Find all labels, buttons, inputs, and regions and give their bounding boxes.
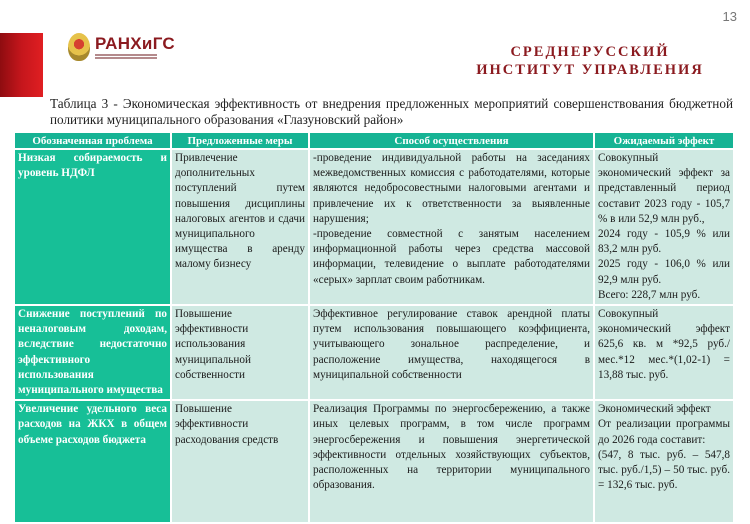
column-header-measures: Предложенные меры: [171, 132, 309, 149]
table-row: [14, 149, 734, 305]
method-paragraph: Эффективное регулирование ставок арендной платы путем использования повышающего коэффициента, учитывающего зональное распределение, и расположение имущества, находящегося в муниципальной собственности: [313, 308, 590, 381]
method-paragraph: -проведение совместной с занятым населением информационной работы через средства массовой информации, телевидение о выплате работодателями «серых» зарплат своим работникам.: [313, 228, 590, 286]
effect-paragraph: 2025 году - 106,0 % или 92,9 млн руб.: [598, 258, 730, 286]
effect-paragraph: 2024 году - 105,9 % или 83,2 млн руб.: [598, 228, 730, 256]
institute-line-2: ИНСТИТУТ УПРАВЛЕНИЯ: [476, 62, 704, 78]
cell-effect: [594, 305, 734, 400]
cell-method: [309, 149, 594, 305]
table-row: [14, 400, 734, 523]
effect-paragraph: Всего: 228,7 млн руб.: [598, 288, 701, 301]
logo-subtitle-lines: [95, 57, 157, 59]
page-number: 13: [722, 9, 737, 24]
effect-paragraph: Экономический эффект: [598, 403, 711, 416]
red-accent-block: [0, 33, 43, 97]
cell-problem: Снижение поступлений по неналоговым доходам, вследствие недостаточно эффективного использования муниципального имущества: [14, 305, 171, 400]
column-header-effect: Ожидаемый эффект: [594, 132, 734, 149]
cell-measures: Привлечение дополнительных поступлений путем повышения дисциплины налоговых агентов и сдачи муниципального имущества в аренду малому бизнесу: [171, 149, 309, 305]
emblem-icon: [68, 33, 90, 61]
cell-measures: Повышение эффективности использования муниципальной собственности: [171, 305, 309, 400]
effect-paragraph: Совокупный экономический эффект за представленный период составит 2023 году - 105,7 % в или 52,9 млн руб.,: [598, 152, 730, 225]
table-header-row: [14, 132, 734, 149]
effect-paragraph: Совокупный экономический эффект 625,6 кв. м *92,5 руб./мес.*12 мес.*(1,02-1) = 13,88 тыс. руб.: [598, 308, 730, 381]
institute-title: [470, 43, 710, 79]
column-header-method: Способ осуществления: [309, 132, 594, 149]
logo-subtitle-lines: [95, 54, 157, 56]
column-header-problem: Обозначенная проблема: [14, 132, 171, 149]
effect-paragraph: От реализации программы до 2026 года составит:: [598, 418, 730, 446]
effect-paragraph: (547, 8 тыс. руб. – 547,8 тыс. руб./1,5) – 50 тыс. руб. = 132,6 тыс. руб.: [598, 448, 730, 492]
ranepa-logo: [68, 31, 175, 63]
method-paragraph: -проведение индивидуальной работы на заседаниях межведомственных комиссия с работодателями, которые являются недобросовестными налоговыми агентами и привлечение их к ответственности за выявленные нарушения;: [313, 152, 590, 225]
cell-problem: Увеличение удельного веса расходов на ЖКХ в общем объеме расходов бюджета: [14, 400, 171, 523]
efficiency-table: [13, 131, 735, 524]
cell-effect: [594, 149, 734, 305]
cell-method: [309, 400, 594, 523]
cell-measures: Повышение эффективности расходования средств: [171, 400, 309, 523]
institute-line-1: СРЕДНЕРУССКИЙ: [510, 44, 670, 60]
cell-problem: Низкая собираемость и уровень НДФЛ: [14, 149, 171, 305]
table-caption: Таблица 3 - Экономическая эффективность от внедрения предложенных мероприятий совершенствования бюджетной политики муниципального образования «Глазуновский район»: [50, 96, 733, 127]
table-row: [14, 305, 734, 400]
cell-method: [309, 305, 594, 400]
method-paragraph: Реализация Программы по энергосбережению, а также иных целевых программ, в том числе программ энергосбережения и повышения энергетической эффективности отдельных хозяйствующих субъектов, расположенных на территории муниципального образования.: [313, 403, 590, 492]
cell-effect: [594, 400, 734, 523]
logo-name: РАНХиГС: [95, 34, 175, 53]
